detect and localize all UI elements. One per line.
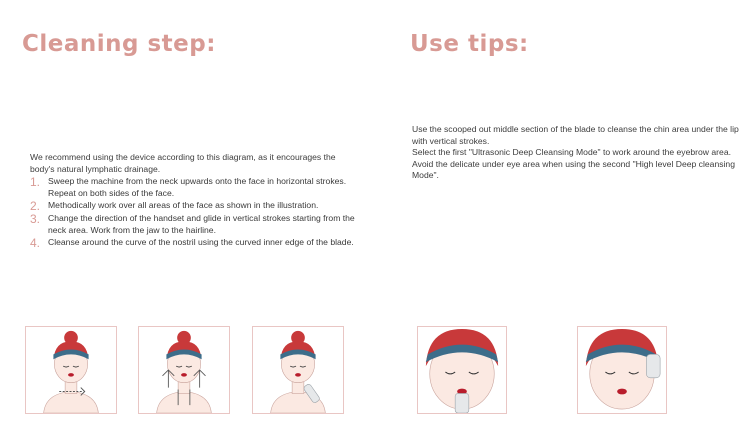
illustration-step-vertical-jaw	[252, 326, 344, 414]
illustration-tip-chin	[417, 326, 507, 414]
step-number: 2.	[30, 199, 41, 214]
step-text: Change the direction of the handset and glide in vertical strokes starting from the neck area. Work from the jaw to the hairline.	[48, 213, 355, 235]
step-text: Cleanse around the curve of the nostril using the curved inner edge of the blade.	[48, 237, 354, 248]
tip-paragraph: Use the scooped out middle section of the blade to cleanse the chin area under the lip with vertical strokes.	[412, 124, 739, 146]
step-number: 1.	[30, 175, 41, 189]
step-number: 4.	[30, 236, 41, 251]
tip-paragraph: Select the first "Ultrasonic Deep Cleansing Mode" to work around the eyebrow area. Avoid the delicate under eye area when using the second "High level Deep cleansing Mode".	[412, 147, 735, 181]
use-tips-text	[412, 124, 742, 182]
illustration-tip-eyebrow	[577, 326, 667, 414]
illustration-step-horizontal-neck	[25, 326, 117, 414]
cleaning-steps-list	[30, 176, 360, 250]
step-number: 3.	[30, 212, 41, 227]
step-text: Sweep the machine from the neck upwards onto the face in horizontal strokes. Repeat on both sides of the face.	[48, 176, 347, 198]
step-text: Methodically work over all areas of the face as shown in the illustration.	[48, 200, 319, 211]
cleaning-step-heading: Cleaning step:	[22, 31, 216, 57]
cleaning-intro: We recommend using the device according to this diagram, as it encourages the body's natural lymphatic drainage.	[30, 152, 336, 174]
step-item	[30, 237, 360, 249]
step-item	[30, 213, 360, 236]
step-item	[30, 200, 360, 212]
use-tips-heading: Use tips:	[410, 31, 529, 57]
step-item	[30, 176, 360, 199]
illustration-step-face-areas	[138, 326, 230, 414]
